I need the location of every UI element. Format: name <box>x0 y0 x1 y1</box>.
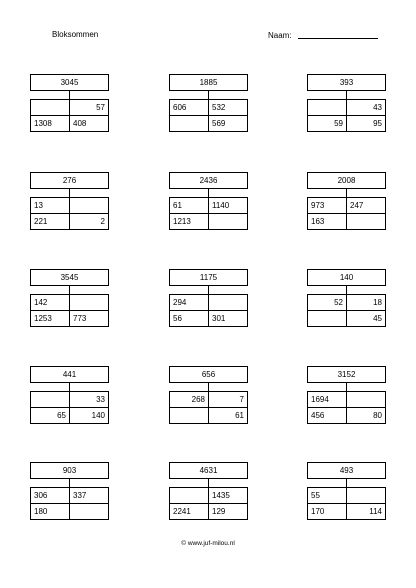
cell-top-left[interactable]: 606 <box>170 100 209 116</box>
puzzle-total: 441 <box>30 366 109 383</box>
cell-bottom-right[interactable]: 80 <box>347 408 386 424</box>
puzzle-total: 393 <box>307 74 386 91</box>
copyright-footer: © www.juf-milou.nl <box>181 540 235 547</box>
cell-bottom-right[interactable] <box>347 214 386 230</box>
cell-top-left[interactable]: 13 <box>31 198 70 214</box>
puzzle-grid <box>30 487 109 520</box>
cell-top-right[interactable] <box>347 488 386 504</box>
cell-bottom-right[interactable]: 114 <box>347 504 386 520</box>
cell-bottom-right[interactable] <box>209 214 248 230</box>
puzzle-total: 276 <box>30 172 109 189</box>
puzzle-total: 140 <box>307 269 386 286</box>
cell-bottom-right[interactable]: 2 <box>70 214 109 230</box>
cell-bottom-left[interactable]: 180 <box>31 504 70 520</box>
cell-top-right[interactable]: 247 <box>347 198 386 214</box>
connector-line <box>208 479 209 487</box>
puzzle-total: 903 <box>30 462 109 479</box>
connector-line <box>69 189 70 197</box>
puzzle-grid <box>169 197 248 230</box>
cell-top-right[interactable] <box>347 392 386 408</box>
cell-top-right[interactable]: 43 <box>347 100 386 116</box>
cell-top-left[interactable]: 268 <box>170 392 209 408</box>
connector-line <box>69 91 70 99</box>
cell-top-left[interactable]: 142 <box>31 295 70 311</box>
cell-bottom-left[interactable]: 1253 <box>31 311 70 327</box>
puzzle-total: 493 <box>307 462 386 479</box>
puzzle-grid <box>30 294 109 327</box>
connector-line <box>208 383 209 391</box>
cell-bottom-right[interactable]: 140 <box>70 408 109 424</box>
puzzle-total: 3545 <box>30 269 109 286</box>
puzzle-grid <box>169 391 248 424</box>
cell-bottom-right[interactable] <box>70 504 109 520</box>
cell-top-right[interactable]: 532 <box>209 100 248 116</box>
cell-top-left[interactable] <box>308 100 347 116</box>
cell-bottom-left[interactable]: 59 <box>308 116 347 132</box>
cell-top-right[interactable]: 33 <box>70 392 109 408</box>
cell-bottom-left[interactable]: 170 <box>308 504 347 520</box>
cell-bottom-left[interactable] <box>170 408 209 424</box>
cell-top-right[interactable]: 337 <box>70 488 109 504</box>
puzzle-total: 3152 <box>307 366 386 383</box>
cell-bottom-left[interactable] <box>170 116 209 132</box>
worksheet-title: Bloksommen <box>52 30 99 39</box>
connector-line <box>346 383 347 391</box>
cell-bottom-left[interactable]: 1308 <box>31 116 70 132</box>
cell-bottom-left[interactable]: 163 <box>308 214 347 230</box>
name-line[interactable] <box>298 30 378 39</box>
puzzle-grid <box>30 391 109 424</box>
cell-top-left[interactable] <box>31 392 70 408</box>
cell-bottom-left[interactable]: 456 <box>308 408 347 424</box>
puzzle-total: 4631 <box>169 462 248 479</box>
cell-top-right[interactable] <box>209 295 248 311</box>
connector-line <box>208 91 209 99</box>
cell-top-left[interactable]: 306 <box>31 488 70 504</box>
cell-top-left[interactable]: 294 <box>170 295 209 311</box>
connector-line <box>346 286 347 294</box>
connector-line <box>208 286 209 294</box>
cell-top-left[interactable]: 61 <box>170 198 209 214</box>
cell-top-right[interactable]: 57 <box>70 100 109 116</box>
cell-bottom-right[interactable]: 773 <box>70 311 109 327</box>
cell-top-left[interactable]: 1694 <box>308 392 347 408</box>
connector-line <box>208 189 209 197</box>
puzzle-grid <box>30 197 109 230</box>
cell-top-left[interactable]: 55 <box>308 488 347 504</box>
puzzle-total: 3045 <box>30 74 109 91</box>
cell-top-right[interactable]: 7 <box>209 392 248 408</box>
puzzle-total: 1175 <box>169 269 248 286</box>
cell-bottom-left[interactable]: 221 <box>31 214 70 230</box>
cell-top-right[interactable] <box>70 198 109 214</box>
puzzle-total: 2436 <box>169 172 248 189</box>
cell-top-left[interactable] <box>31 100 70 116</box>
connector-line <box>346 91 347 99</box>
cell-top-left[interactable] <box>170 488 209 504</box>
cell-bottom-right[interactable]: 129 <box>209 504 248 520</box>
cell-bottom-right[interactable]: 45 <box>347 311 386 327</box>
cell-bottom-right[interactable]: 95 <box>347 116 386 132</box>
name-field[interactable] <box>268 30 378 40</box>
cell-top-right[interactable]: 1140 <box>209 198 248 214</box>
cell-bottom-left[interactable]: 2241 <box>170 504 209 520</box>
connector-line <box>69 383 70 391</box>
puzzle-grid <box>307 487 386 520</box>
connector-line <box>346 479 347 487</box>
cell-bottom-left[interactable] <box>308 311 347 327</box>
cell-bottom-left[interactable]: 1213 <box>170 214 209 230</box>
puzzle-total: 1885 <box>169 74 248 91</box>
cell-top-right[interactable]: 18 <box>347 295 386 311</box>
cell-top-left[interactable]: 52 <box>308 295 347 311</box>
puzzle-grid <box>307 197 386 230</box>
puzzle-grid <box>307 391 386 424</box>
puzzle-grid <box>307 294 386 327</box>
puzzle-grid <box>30 99 109 132</box>
connector-line <box>69 479 70 487</box>
cell-bottom-left[interactable]: 65 <box>31 408 70 424</box>
connector-line <box>69 286 70 294</box>
cell-bottom-left[interactable]: 56 <box>170 311 209 327</box>
puzzle-grid <box>169 487 248 520</box>
cell-top-right[interactable] <box>70 295 109 311</box>
puzzle-grid <box>307 99 386 132</box>
cell-top-right[interactable]: 1435 <box>209 488 248 504</box>
cell-bottom-right[interactable]: 408 <box>70 116 109 132</box>
name-label: Naam: <box>268 31 292 40</box>
cell-bottom-right[interactable]: 301 <box>209 311 248 327</box>
cell-bottom-right[interactable]: 569 <box>209 116 248 132</box>
puzzle-total: 2008 <box>307 172 386 189</box>
puzzle-grid <box>169 99 248 132</box>
connector-line <box>346 189 347 197</box>
cell-top-left[interactable]: 973 <box>308 198 347 214</box>
puzzle-total: 656 <box>169 366 248 383</box>
puzzle-grid <box>169 294 248 327</box>
cell-bottom-right[interactable]: 61 <box>209 408 248 424</box>
